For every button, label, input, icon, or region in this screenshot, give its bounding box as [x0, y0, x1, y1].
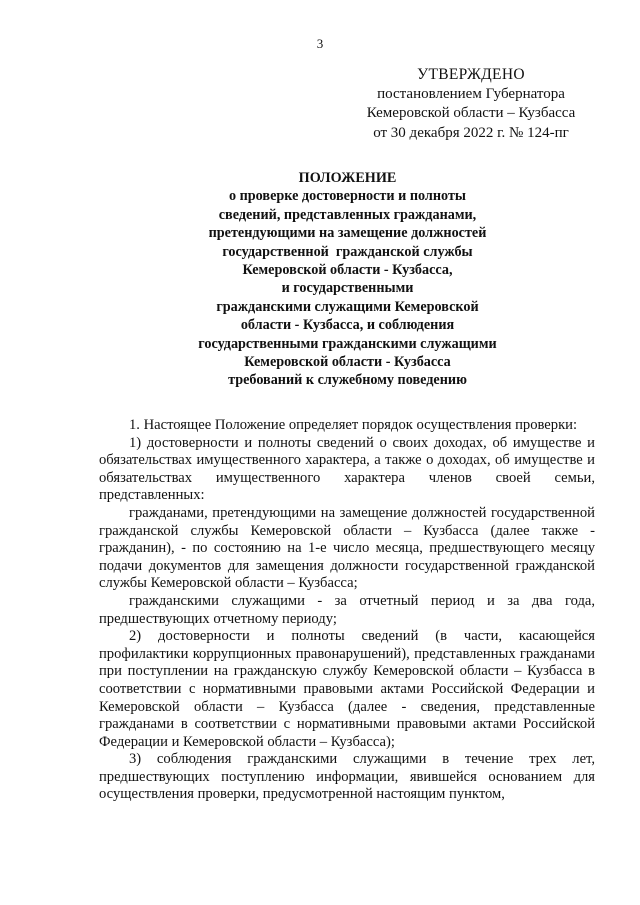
page-number: 3 [316, 36, 324, 51]
document-body [99, 417, 595, 804]
approval-region: Кемеровской области – Кузбасса [366, 105, 576, 121]
title-line: государственной гражданской службы [222, 243, 473, 260]
title-heading: ПОЛОЖЕНИЕ [298, 170, 397, 186]
body-paragraph: 2) достоверности и полноты сведений (в части, касающейся профилактики коррупционных правонарушений), представленных гражданами при поступлении на гражданскую службу Кемеровской области – Кузбасса в соответствии с нормативными правовыми актами Российской Федерации и Кемеровской области – Кузбасса (далее - сведения, представленные гражданами в соответствии с нормативными правовыми актами Российской Федерации и Кемеровской области – Кузбасса); [99, 628, 595, 750]
body-paragraph: гражданами, претендующими на замещение должностей государственной гражданской службы Кемеровской области – Кузбасса (далее также - гражданин), - по состоянию на 1-е число месяца, предшествующего месяцу подачи документов для замещения должности государственной гражданской службы Кемеровской области – Кузбасса; [99, 504, 595, 592]
approval-issuer: постановлением Губернатора [377, 85, 565, 102]
approval-date: от 30 декабря 2022 г. № 124-пг [373, 124, 569, 141]
title-line: претендующими на замещение должностей [208, 225, 487, 242]
title-line: требований к служебному поведению [228, 372, 467, 389]
title-line: гражданскими служащими Кемеровской [216, 298, 479, 315]
title-line: государственными гражданскими служащими [198, 335, 497, 352]
body-paragraph: 3) соблюдения гражданскими служащими в течение трех лет, предшествующих поступлению информации, явившейся основанием для осуществления проверки, предусмотренной настоящим пунктом, [99, 751, 595, 803]
body-paragraph: 1. Настоящее Положение определяет порядок осуществления проверки: [129, 417, 578, 433]
title-line: Кемеровской области - Кузбасса [244, 354, 451, 371]
title-line: области - Кузбасса, и соблюдения [240, 317, 455, 334]
title-line: Кемеровской области - Кузбасса, [242, 262, 453, 279]
approval-stamp [336, 65, 606, 143]
body-paragraph: 1) достоверности и полноты сведений о своих доходах, об имуществе и обязательствах имущественного характера, а также о доходах, об имуществе и обязательствах имущественного характера членов своей семьи, представленных: [99, 434, 595, 504]
title-line: о проверке достоверности и полноты [228, 188, 467, 205]
title-line: и государственными [281, 280, 414, 297]
document-title [100, 169, 595, 390]
body-paragraph: гражданскими служащими - за отчетный период и за два года, предшествующих отчетному периоду; [99, 592, 595, 627]
title-line: сведений, представленных гражданами, [218, 206, 477, 223]
approval-heading: УТВЕРЖДЕНО [417, 66, 525, 83]
